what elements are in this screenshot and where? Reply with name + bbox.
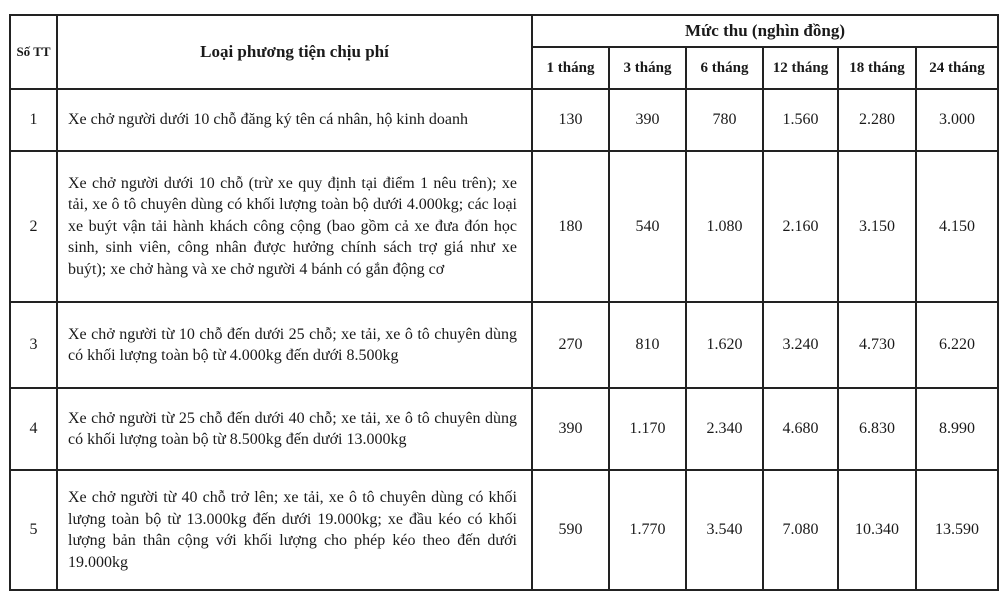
vehicle-description: Xe chở người từ 40 chỗ trở lên; xe tải, xe ô tô chuyên dùng có khối lượng toàn bộ từ 13.000kg đến dưới 19.000kg; xe đầu kéo có khối lượng bản thân cộng với khối lượng cho phép kéo theo đến dưới 19.000kg [57, 470, 532, 590]
fee-table-container [9, 14, 997, 591]
fee-value: 3.000 [916, 89, 998, 151]
header-stt: Số TT [10, 15, 57, 89]
header-period: 3 tháng [609, 47, 686, 89]
vehicle-description: Xe chở người dưới 10 chỗ (trừ xe quy định tại điểm 1 nêu trên); xe tải, xe ô tô chuyên dùng có khối lượng toàn bộ dưới 4.000kg; các loại xe buýt vận tải hành khách công cộng (bao gồm cả xe đưa đón học sinh, sinh viên, công nhân được hưởng chính sách trợ giá như xe buýt); xe chở hàng và xe chở người 4 bánh có gắn động cơ [57, 151, 532, 302]
row-number: 3 [10, 302, 57, 388]
table-row [10, 470, 998, 590]
fee-value: 1.620 [686, 302, 763, 388]
table-row [10, 388, 998, 470]
fee-value: 390 [532, 388, 609, 470]
header-period: 18 tháng [838, 47, 916, 89]
header-rate-group: Mức thu (nghìn đồng) [532, 15, 998, 47]
fee-value: 2.160 [763, 151, 838, 302]
fee-value: 4.730 [838, 302, 916, 388]
fee-value: 4.150 [916, 151, 998, 302]
fee-value: 6.220 [916, 302, 998, 388]
fee-value: 1.560 [763, 89, 838, 151]
fee-value: 590 [532, 470, 609, 590]
fee-value: 3.540 [686, 470, 763, 590]
row-number: 4 [10, 388, 57, 470]
vehicle-description: Xe chở người từ 10 chỗ đến dưới 25 chỗ; xe tải, xe ô tô chuyên dùng có khối lượng toàn bộ từ 4.000kg đến dưới 8.500kg [57, 302, 532, 388]
fee-value: 780 [686, 89, 763, 151]
fee-value: 13.590 [916, 470, 998, 590]
fee-value: 180 [532, 151, 609, 302]
road-fee-table [9, 14, 999, 591]
fee-value: 3.240 [763, 302, 838, 388]
header-row-1 [10, 15, 998, 47]
fee-value: 130 [532, 89, 609, 151]
fee-value: 2.280 [838, 89, 916, 151]
header-vehicle-type: Loại phương tiện chịu phí [57, 15, 532, 89]
row-number: 5 [10, 470, 57, 590]
fee-value: 270 [532, 302, 609, 388]
vehicle-description: Xe chở người từ 25 chỗ đến dưới 40 chỗ; xe tải, xe ô tô chuyên dùng có khối lượng toàn bộ từ 8.500kg đến dưới 13.000kg [57, 388, 532, 470]
table-row [10, 302, 998, 388]
vehicle-description: Xe chở người dưới 10 chỗ đăng ký tên cá nhân, hộ kinh doanh [57, 89, 532, 151]
row-number: 2 [10, 151, 57, 302]
header-period: 1 tháng [532, 47, 609, 89]
header-period: 12 tháng [763, 47, 838, 89]
fee-value: 540 [609, 151, 686, 302]
fee-value: 4.680 [763, 388, 838, 470]
table-row [10, 89, 998, 151]
row-number: 1 [10, 89, 57, 151]
header-period: 6 tháng [686, 47, 763, 89]
fee-value: 8.990 [916, 388, 998, 470]
fee-value: 7.080 [763, 470, 838, 590]
fee-value: 10.340 [838, 470, 916, 590]
header-period: 24 tháng [916, 47, 998, 89]
fee-value: 390 [609, 89, 686, 151]
fee-value: 1.080 [686, 151, 763, 302]
fee-value: 3.150 [838, 151, 916, 302]
fee-value: 2.340 [686, 388, 763, 470]
fee-value: 1.770 [609, 470, 686, 590]
table-row [10, 151, 998, 302]
fee-value: 6.830 [838, 388, 916, 470]
fee-value: 810 [609, 302, 686, 388]
fee-value: 1.170 [609, 388, 686, 470]
